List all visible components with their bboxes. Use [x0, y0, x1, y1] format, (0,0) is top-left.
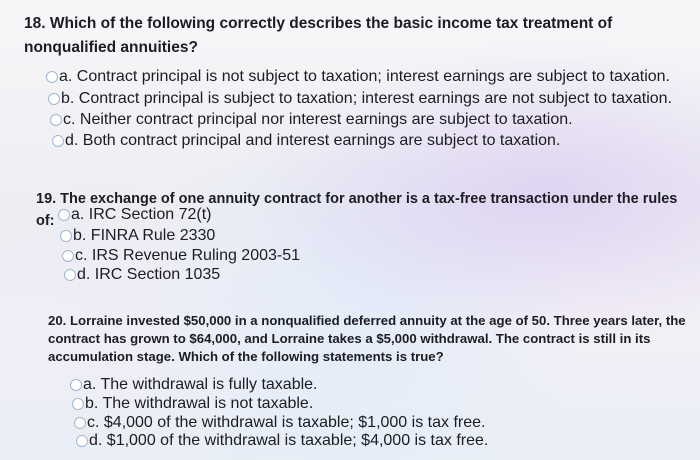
radio-button-icon[interactable]	[64, 269, 76, 281]
radio-button-icon[interactable]	[70, 379, 82, 391]
question-20	[48, 312, 688, 366]
radio-button-icon[interactable]	[46, 71, 58, 83]
radio-button-icon[interactable]	[74, 417, 86, 429]
option-label: b. Contract principal is subject to taxation; interest earnings are not subject to taxation.	[61, 90, 672, 107]
question-18-option-b[interactable]	[48, 90, 672, 108]
question-18	[24, 12, 684, 60]
question-19-option-c[interactable]	[62, 247, 300, 265]
radio-button-icon[interactable]	[48, 93, 60, 105]
option-label: b. FINRA Rule 2330	[73, 227, 216, 244]
radio-button-icon[interactable]	[58, 209, 70, 221]
option-label: d. IRC Section 1035	[77, 266, 221, 283]
radio-button-icon[interactable]	[72, 398, 84, 410]
question-20-option-a[interactable]	[70, 376, 317, 394]
question-20-option-c[interactable]	[74, 414, 485, 432]
option-label: c. IRS Revenue Ruling 2003-51	[75, 247, 301, 264]
option-label: a. The withdrawal is fully taxable.	[83, 376, 318, 393]
radio-button-icon[interactable]	[50, 114, 62, 126]
question-20-prompt: 20. Lorraine invested $50,000 in a nonqualified deferred annuity at the age of 50. Three years later, the contract has grown to $64,000, and Lorraine takes a $5,000 withdrawal. The contract is still in its accumulation stage. Which of the following statements is true?	[48, 313, 686, 364]
radio-button-icon[interactable]	[76, 435, 88, 447]
option-label: a. IRC Section 72(t)	[71, 206, 212, 223]
question-18-option-a[interactable]	[46, 68, 670, 86]
question-18-option-c[interactable]	[50, 111, 573, 129]
option-label: c. $4,000 of the withdrawal is taxable; $1,000 is tax free.	[87, 414, 486, 431]
radio-button-icon[interactable]	[60, 230, 72, 242]
question-18-prompt: 18. Which of the following correctly describes the basic income tax treatment of nonqualified annuities?	[24, 15, 613, 56]
option-label: b. The withdrawal is not taxable.	[85, 395, 314, 412]
question-20-option-b[interactable]	[72, 395, 313, 413]
question-18-option-d[interactable]	[52, 132, 560, 150]
option-label: c. Neither contract principal nor interest earnings are subject to taxation.	[63, 111, 573, 128]
option-label: a. Contract principal is not subject to taxation; interest earnings are subject to taxation.	[59, 68, 670, 85]
radio-button-icon[interactable]	[62, 250, 74, 262]
question-20-option-d[interactable]	[76, 432, 488, 450]
question-19-option-b[interactable]	[60, 227, 215, 245]
question-19-prompt: 19. The exchange of one annuity contract for another is a tax-free transaction under the rules of:	[36, 191, 678, 229]
option-label: d. Both contract principal and interest earnings are subject to taxation.	[65, 132, 561, 149]
option-label: d. $1,000 of the withdrawal is taxable; $4,000 is tax free.	[89, 432, 489, 449]
question-19-option-a[interactable]	[58, 206, 212, 224]
question-19-option-d[interactable]	[64, 266, 220, 284]
radio-button-icon[interactable]	[52, 135, 64, 147]
